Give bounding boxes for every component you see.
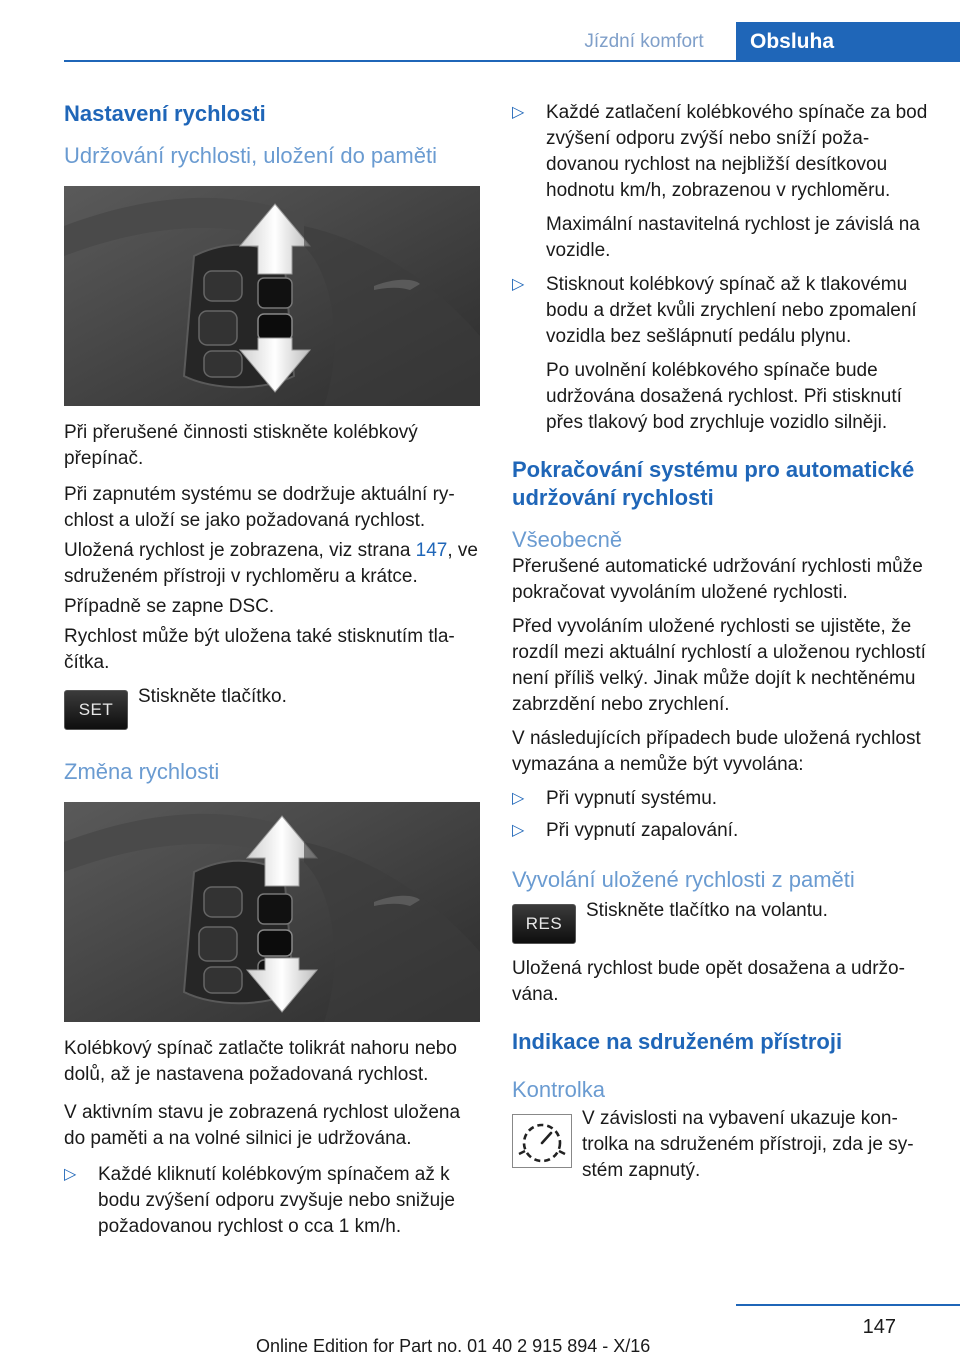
text-active: V aktivním stavu je zobrazená rychlost uložena do paměti a na volné silnici je udržována.: [64, 1102, 461, 1149]
list-item: [512, 818, 930, 844]
steering-wheel-figure-1: [64, 186, 480, 406]
steering-wheel-illustration-2: [64, 802, 480, 1022]
steering-wheel-illustration: [64, 186, 480, 406]
text-lamp: V závislosti na vybavení ukazuje kontrolka na sdruženém přístroji, zda je systém zapnutý.: [582, 1108, 914, 1181]
heading-speed-setting: Nastavení rychlosti: [64, 101, 266, 126]
triangle-right-icon: ▷: [512, 276, 525, 293]
right-column: [512, 100, 930, 1184]
text-set-instruction: Stiskněte tlačítko.: [138, 686, 287, 707]
page-number: 147: [862, 1316, 896, 1338]
list-hold: [512, 272, 930, 350]
list-press: [512, 100, 930, 204]
set-button-row: [64, 684, 484, 730]
text-button-store: Rychlost může být uložena také stisknutím tlačítka.: [64, 626, 455, 673]
list-item: [64, 1162, 484, 1240]
list-cases: [512, 786, 930, 844]
res-button-row: [512, 898, 930, 944]
heading-change-speed: Změna rychlosti: [64, 759, 220, 784]
triangle-right-icon: ▷: [64, 1166, 77, 1183]
text-interrupt: Při přerušené činnosti stiskněte kolébkový přepínač.: [64, 422, 418, 469]
text-stored-shown-a: Uložená rychlost je zobrazena, viz strana: [64, 540, 416, 561]
text-before-recall: Před vyvoláním uložené rychlosti se ujistěte, že rozdíl mezi aktuální rychlostí a uloženou rychlostí není příliš velký. Jinak může dojít k nechtěnému zabrzdění nebo zrychlení.: [512, 616, 926, 715]
edition-note: Online Edition for Part no. 01 40 2 915 894 - X/16: [256, 1336, 651, 1356]
res-button-icon: RES: [512, 904, 576, 944]
text-res-instruction: Stiskněte tlačítko na volantu.: [586, 900, 828, 921]
set-button-icon: SET: [64, 690, 128, 730]
left-column: [64, 100, 484, 1240]
speedometer-icon: [512, 1114, 572, 1168]
list-item: [512, 272, 930, 350]
header-tab: Obsluha: [736, 22, 960, 62]
list-click: [64, 1162, 484, 1240]
heading-indicator: Indikace na sdruženém přístroji: [512, 1029, 843, 1054]
heading-store-speed: Udržování rychlosti, uložení do paměti: [64, 143, 437, 168]
text-stored-shown-b: , ve sdruženém přístroji v rychloměru a krátce.: [64, 540, 478, 587]
heading-general: Všeobecně: [512, 527, 623, 552]
list-item: [512, 786, 930, 812]
text-dsc: Případně se zapne DSC.: [64, 596, 275, 617]
text-system-on: Při zapnutém systému se dodržuje aktuální rychlost a uloží se jako požadovaná rychlost.: [64, 484, 455, 531]
text-stored-shown: [64, 538, 484, 590]
text-rocker: Kolébkový spínač zatlačte tolikrát nahoru nebo dolů, až je nastavena požadovaná rychlost.: [64, 1038, 457, 1085]
text-max-speed: Maximální nastavitelná rychlost je závislá na vozidle.: [546, 214, 920, 261]
heading-recall: Vyvolání uložené rychlosti z paměti: [512, 867, 855, 892]
list-item-text: Každé kliknutí kolébkovým spínačem až k bodu zvýšení odporu zvyšuje nebo snižuje požadovanou rychlost o cca 1 km/h.: [98, 1164, 456, 1237]
list-item-text: Při vypnutí zapalování.: [546, 820, 739, 841]
text-general: Přerušené automatické udržování rychlosti může pokračovat vyvoláním uložené rychlosti.: [512, 556, 923, 603]
text-reached: Uložená rychlost bude opět dosažena a udržována.: [512, 958, 905, 1005]
header-section: Jízdní komfort: [584, 31, 704, 52]
steering-wheel-figure-2: [64, 802, 480, 1022]
list-item-text: Při vypnutí systému.: [546, 788, 718, 809]
triangle-right-icon: ▷: [512, 822, 525, 839]
text-cases: V následujících případech bude uložená rychlost vymazána a nemůže být vyvolána:: [512, 728, 921, 775]
list-item-text: Stisknout kolébkový spínač až k tlakovému bodu a držet kvůli zrychlení nebo zpomalení vozidla bez sešlápnutí pedálu plynu.: [546, 274, 917, 347]
triangle-right-icon: ▷: [512, 104, 525, 121]
heading-resume: Pokračování systému pro automatické udržování rychlosti: [512, 457, 915, 510]
lamp-row: [512, 1106, 930, 1184]
list-item: [512, 100, 930, 204]
page-link[interactable]: 147: [415, 540, 448, 561]
triangle-right-icon: ▷: [512, 790, 525, 807]
heading-lamp: Kontrolka: [512, 1077, 605, 1102]
text-release: Po uvolnění kolébkového spínače bude udržována dosažená rychlost. Při stisknutí přes tlakový bod zrychluje vozidlo silněji.: [546, 360, 902, 433]
list-item-text: Každé zatlačení kolébkového spínače za bod zvýšení odporu zvýší nebo sníží požadovanou rychlost na nejbližší desítkovou hodnotu km/h, zobrazenou v rychloměru.: [546, 102, 928, 201]
footer-rule: [736, 1304, 960, 1306]
